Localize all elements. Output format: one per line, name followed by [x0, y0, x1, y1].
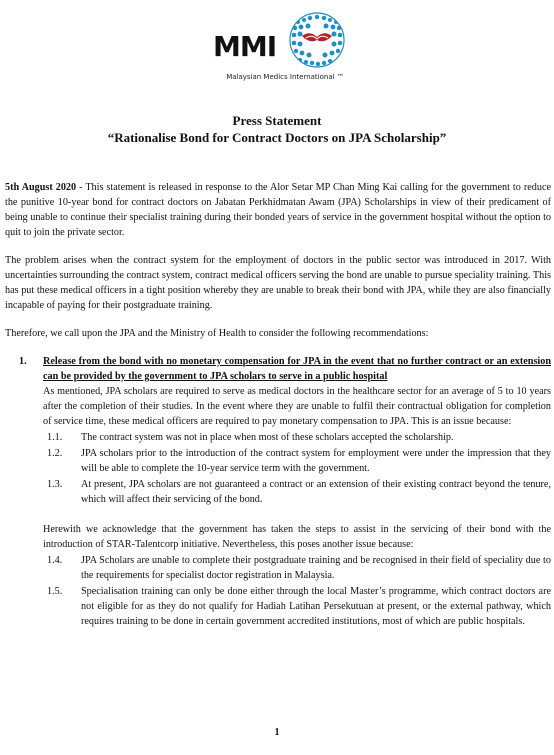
press-statement-heading: Press Statement — [232, 113, 322, 128]
statement-date: 5th August 2020 — [5, 182, 77, 193]
list-item-number: 1.5. — [47, 586, 63, 597]
recommendation-body: As mentioned, JPA scholars are required to serve as medical doctors in the healthcare sector for an average of 5 to 10 years after the completion of their studies. In the event where they are unable to fulfil their contractual obligation for completion of service time, these medical officers are required to pay monetary compensation to JPA. This is an issue because: — [43, 386, 551, 427]
list-item — [43, 446, 551, 476]
recommendation-number: 1. — [19, 356, 27, 367]
list-item-number: 1.2. — [47, 448, 63, 459]
mmi-logo — [210, 10, 350, 72]
list-item-number: 1.3. — [47, 479, 63, 490]
intro-text: - This statement is released in response to the Alor Setar MP Chan Ming Kai calling for the government to reduce the punitive 10-year bond for contract doctors on Jabatan Perkhidmatan Awam (JPA) Scholarships in view of their predicament of being unable to continue their specialist training during their bonded years of service in the government hospital without the option to quit to join the private sector. — [5, 182, 551, 238]
problem-paragraph: The problem arises when the contract system for the employment of doctors in the public sector was introduced in 2017. With uncertainties surrounding the contract system, contract medical officers serving the bond are unable to pursue speciality training. This has put these medical officers in a tight position whereby they are unable to break their bond with JPA, while they are also financially incapable of paying for their postgraduate training. — [5, 255, 551, 311]
document-body — [5, 180, 551, 629]
document-title — [0, 113, 554, 146]
list-item-text: Specialisation training can only be done either through the local Master’s programme, which contract doctors are not eligible for as they do not qualify for Hadiah Latihan Persekutuan at present, or the external pathway, which requires training to be done in certain government accredited institutions, most of which are public hospitals. — [81, 586, 551, 627]
list-item-text: JPA scholars prior to the introduction of the contract system for employment were under the impression that they will be able to complete the 10-year service term with the government. — [81, 448, 551, 474]
list-item — [43, 430, 551, 445]
globe-icon — [288, 10, 346, 70]
list-item — [43, 584, 551, 629]
list-item — [43, 477, 551, 507]
list-item-number: 1.1. — [47, 432, 63, 443]
org-name: Malaysian Medics International ™ — [226, 73, 344, 81]
recommendation-title: Release from the bond with no monetary compensation for JPA in the event that no further contract or an extension can be provided by the government to JPA scholars to serve in a public hospital — [43, 356, 551, 382]
list-item-text: The contract system was not in place when most of these scholars accepted the scholarship. — [81, 432, 454, 443]
recommendation-1 — [5, 354, 551, 629]
list-item-number: 1.4. — [47, 555, 63, 566]
herewith-paragraph: Herewith we acknowledge that the government has taken the steps to assist in the servicing of their bond with the introduction of STAR-Talentcorp initiative. Nevertheless, this poses another issue because: — [43, 524, 551, 550]
list-item — [43, 553, 551, 583]
statement-subtitle: “Rationalise Bond for Contract Doctors on JPA Scholarship” — [107, 130, 447, 145]
intro-paragraph — [5, 180, 551, 240]
logo-brand-text: MMI — [213, 30, 277, 63]
page-number: 1 — [274, 727, 280, 738]
call-paragraph: Therefore, we call upon the JPA and the Ministry of Health to consider the following recommendations: — [5, 328, 429, 339]
list-item-text: At present, JPA scholars are not guaranteed a contract or an extension of their existing contract beyond the tenure, which will affect their servicing of the bond. — [81, 479, 551, 505]
list-item-text: JPA Scholars are unable to complete their postgraduate training and be recognised in their field of speciality due to the requirements for specialist doctor registration in Malaysia. — [81, 555, 551, 581]
